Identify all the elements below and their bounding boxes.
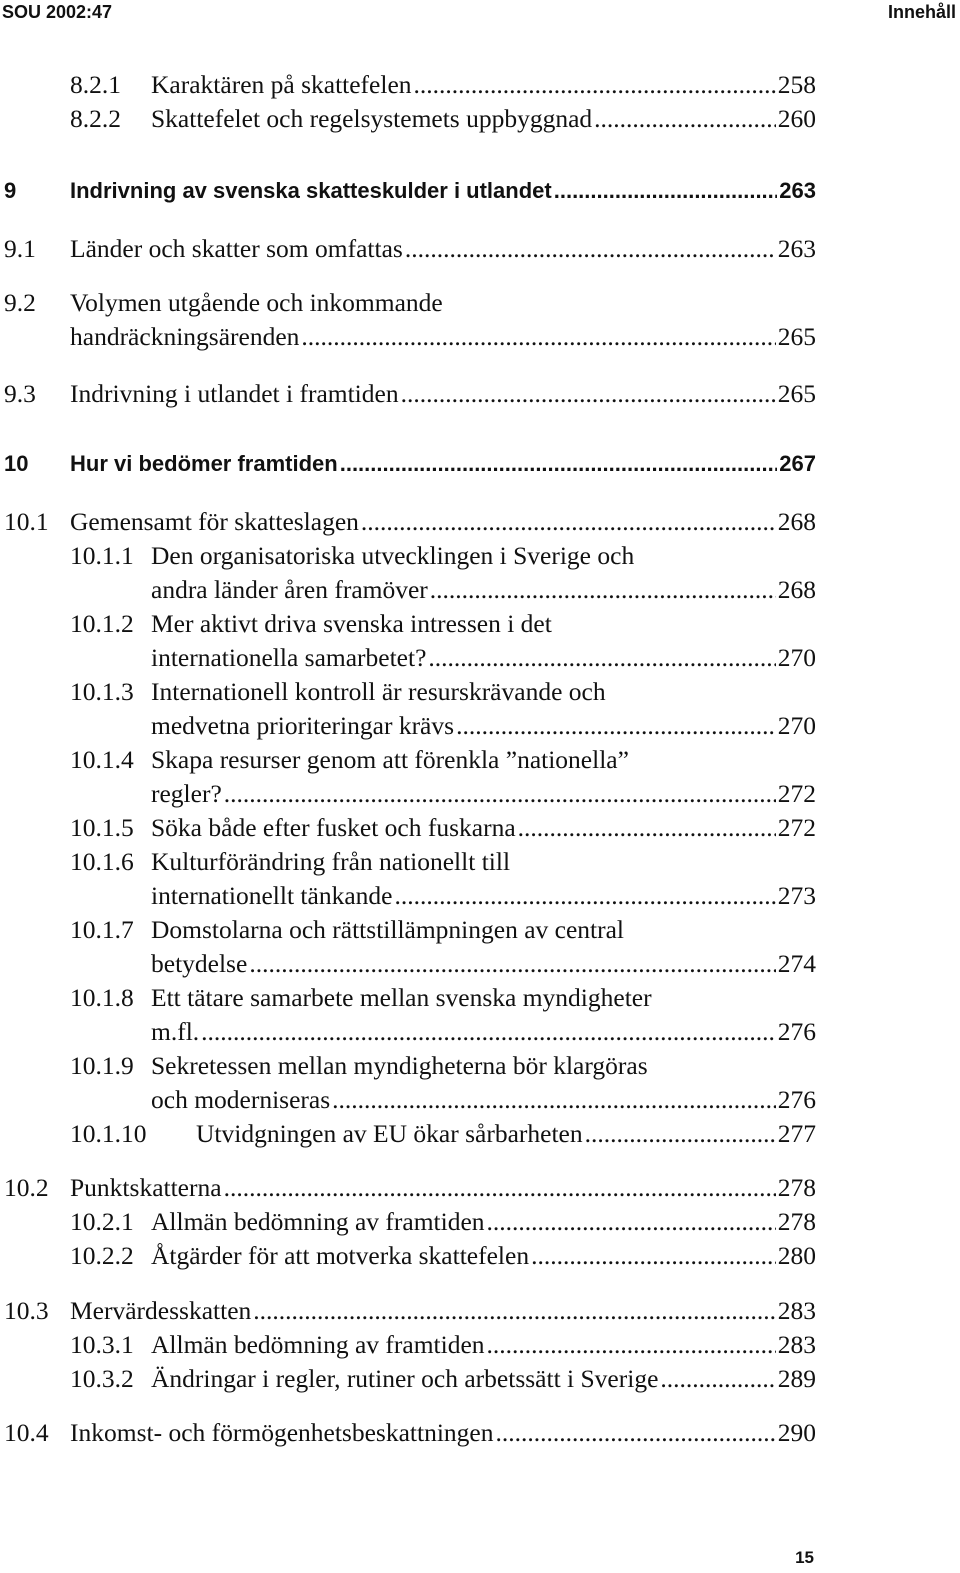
toc-entry-number: 10.2 <box>4 1173 49 1202</box>
toc-entry-page: 265 <box>777 379 816 408</box>
dot-leader <box>394 881 775 911</box>
toc-entry-number: 10.1.4 <box>70 745 134 774</box>
running-header-left: SOU 2002:47 <box>2 2 113 22</box>
toc-entry-title: Inkomst- och förmögenhetsbeskattningen <box>70 1418 494 1447</box>
toc-entry-title: och moderniseras <box>151 1085 331 1114</box>
toc-entry-title: handräckningsärenden <box>70 322 300 351</box>
toc-entry-title: Ändringar i regler, rutiner och arbetssätt i Sverige <box>151 1364 659 1393</box>
toc-entry-number: 10.1.2 <box>70 609 134 638</box>
toc-entry-page: 276 <box>777 1085 816 1114</box>
dot-leader <box>487 1330 776 1360</box>
toc-entry-page: 267 <box>779 451 816 476</box>
dot-leader <box>594 104 776 134</box>
toc-entry-title: andra länder åren framöver <box>151 575 428 604</box>
dot-leader <box>224 779 776 809</box>
page-number: 15 <box>795 1548 814 1567</box>
running-header-right: Innehåll <box>887 2 956 22</box>
toc-entry-page: 268 <box>777 575 816 604</box>
toc-entry-number: 9.2 <box>4 288 36 317</box>
toc-entry-title: betydelse <box>151 949 248 978</box>
toc-entry-page: 260 <box>777 104 816 133</box>
dot-leader <box>487 1207 776 1237</box>
toc-entry-title: Karaktären på skattefelen <box>151 70 412 99</box>
dot-leader <box>224 1173 776 1203</box>
toc-entry-title: internationellt tänkande <box>151 881 393 910</box>
toc-entry-title: Gemensamt för skatteslagen <box>70 507 359 536</box>
dot-leader <box>585 1119 776 1149</box>
dot-leader <box>201 1017 776 1047</box>
toc-entry-page: 290 <box>777 1418 816 1447</box>
toc-entry-number: 9 <box>4 178 17 203</box>
dot-leader <box>554 178 778 204</box>
toc-entry-title: Allmän bedömning av framtiden <box>151 1330 485 1359</box>
toc-entry-title: Hur vi bedömer framtiden <box>70 451 338 476</box>
toc-entry-page: 268 <box>777 507 816 536</box>
toc-entry-number: 8.2.2 <box>70 104 121 133</box>
toc-entry-page: 270 <box>777 643 816 672</box>
dot-leader <box>401 379 776 409</box>
toc-entry-page: 274 <box>777 949 816 978</box>
toc-entry-page: 277 <box>777 1119 816 1148</box>
toc-entry-number: 9.3 <box>4 379 36 408</box>
dot-leader <box>249 949 775 979</box>
toc-entry-title: Skapa resurser genom att förenkla ”nationella” <box>151 745 629 774</box>
toc-entry-page: 278 <box>777 1207 816 1236</box>
toc-entry-page: 280 <box>777 1241 816 1270</box>
toc-entry-page: 263 <box>777 234 816 263</box>
dot-leader <box>531 1241 776 1271</box>
dot-leader <box>428 643 775 673</box>
toc-entry-number: 10.1.1 <box>70 541 134 570</box>
toc-entry-title: Volymen utgående och inkommande <box>70 288 443 317</box>
toc-entry-page: 278 <box>777 1173 816 1202</box>
toc-entry-number: 10.1.9 <box>70 1051 134 1080</box>
toc-entry-title: internationella samarbetet? <box>151 643 427 672</box>
toc-entry-page: 283 <box>777 1330 816 1359</box>
toc-entry-page: 276 <box>777 1017 816 1046</box>
toc-entry-number: 10.2.2 <box>70 1241 134 1270</box>
toc-entry-number: 10.1.10 <box>70 1119 147 1148</box>
dot-leader <box>456 711 776 741</box>
toc-entry-page: 273 <box>777 881 816 910</box>
dot-leader <box>253 1296 775 1326</box>
toc-entry-number: 8.2.1 <box>70 70 121 99</box>
toc-entry-title: Åtgärder för att motverka skattefelen <box>151 1241 530 1270</box>
toc-entry-number: 10.1.6 <box>70 847 134 876</box>
toc-entry-title: Länder och skatter som omfattas <box>70 234 403 263</box>
toc-entry-page: 289 <box>777 1364 816 1393</box>
toc-entry-title: Kulturförändring från nationellt till <box>151 847 511 876</box>
toc-entry-number: 10.1.3 <box>70 677 134 706</box>
toc-entry-number: 10.2.1 <box>70 1207 134 1236</box>
dot-leader <box>518 813 776 843</box>
dot-leader <box>340 451 778 477</box>
toc-entry-title: Indrivning av svenska skatteskulder i utlandet <box>70 178 552 203</box>
toc-entry-title: Allmän bedömning av framtiden <box>151 1207 485 1236</box>
toc-entry-number: 10.3.1 <box>70 1330 134 1359</box>
toc-entry-title: Utvidgningen av EU ökar sårbarheten <box>196 1119 583 1148</box>
toc-entry-title: Mer aktivt driva svenska intressen i det <box>151 609 552 638</box>
dot-leader <box>405 234 776 264</box>
toc-entry-title: medvetna prioriteringar krävs <box>151 711 455 740</box>
toc-entry-title: Ett tätare samarbete mellan svenska myndigheter <box>151 983 652 1012</box>
toc-entry-page: 272 <box>777 779 816 808</box>
toc-entry-title: Skattefelet och regelsystemets uppbyggnad <box>151 104 593 133</box>
dot-leader <box>332 1085 776 1115</box>
dot-leader <box>414 70 776 100</box>
toc-entry-title: m.fl. <box>151 1017 200 1046</box>
toc-entry-title: Domstolarna och rättstillämpningen av central <box>151 915 625 944</box>
dot-leader <box>361 507 776 537</box>
toc-entry-number: 10.4 <box>4 1418 49 1447</box>
toc-entry-title: Indrivning i utlandet i framtiden <box>70 379 399 408</box>
toc-entry-number: 10.1.7 <box>70 915 134 944</box>
toc-entry-number: 10.1.5 <box>70 813 134 842</box>
toc-entry-number: 9.1 <box>4 234 36 263</box>
toc-entry-number: 10.1 <box>4 507 49 536</box>
toc-entry-title: Söka både efter fusket och fuskarna <box>151 813 516 842</box>
toc-entry-title: Punktskatterna <box>70 1173 222 1202</box>
toc-entry-number: 10.3 <box>4 1296 49 1325</box>
toc-entry-page: 265 <box>777 322 816 351</box>
toc-entry-title: Mervärdesskatten <box>70 1296 252 1325</box>
toc-entry-page: 272 <box>777 813 816 842</box>
toc-entry-page: 283 <box>777 1296 816 1325</box>
toc-entry-title: Den organisatoriska utvecklingen i Sverige och <box>151 541 635 570</box>
toc-entry-page: 263 <box>779 178 816 203</box>
dot-leader <box>660 1364 775 1394</box>
toc-entry-number: 10.3.2 <box>70 1364 134 1393</box>
toc-entry-title: regler? <box>151 779 222 808</box>
toc-entry-page: 258 <box>777 70 816 99</box>
toc-entry-number: 10 <box>4 451 29 476</box>
toc-entry-number: 10.1.8 <box>70 983 134 1012</box>
toc-entry-title: Sekretessen mellan myndigheterna bör klargöras <box>151 1051 648 1080</box>
toc-entry-page: 270 <box>777 711 816 740</box>
dot-leader <box>496 1418 776 1448</box>
toc-entry-title: Internationell kontroll är resurskrävande och <box>151 677 606 706</box>
dot-leader <box>430 575 776 605</box>
dot-leader <box>301 322 775 352</box>
